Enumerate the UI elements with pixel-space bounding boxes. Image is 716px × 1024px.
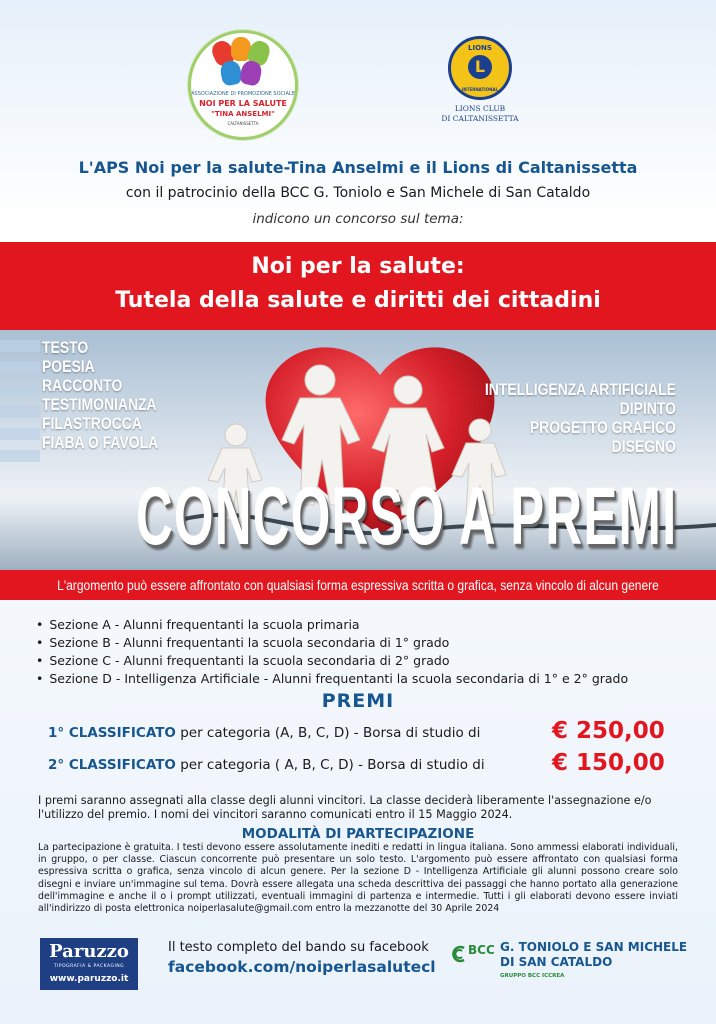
paruzzo-name: Paruzzo [49,941,129,962]
aps-subname: "TINA ANSELMI" [211,110,275,118]
aps-caption: ASSOCIAZIONE DI PROMOZIONE SOCIALE [191,91,295,97]
hero-image [0,330,716,570]
categories-right [443,380,676,456]
theme-title: Noi per la salute: [251,254,465,279]
facebook-link[interactable]: facebook.com/noiperlasalutecl [168,958,436,976]
lions-emblem-top: LIONS [468,44,492,52]
category-label: FILASTROCCA [42,414,142,433]
list-item: • Sezione B - Alunni frequentanti la scuola secondaria di 1° grado [36,634,628,652]
category-label: DIPINTO [619,399,676,418]
prizes-title: PREMI [321,690,395,712]
intro-title: L'APS Noi per la salute-Tina Anselmi e il Lions di Caltanissetta [78,158,638,177]
bcc-group: GRUPPO BCC ICCREA [500,973,565,979]
category-label: TESTIMONIANZA [42,395,157,414]
category-label: DISEGNO [611,437,676,456]
second-prize-rank: 2° CLASSIFICATO [48,757,176,773]
first-prize-amount: € 250,00 [552,718,665,744]
second-prize-text: per categoria ( A, B, C, D) - Borsa di studio di [180,757,485,773]
intro-theme-lead: indicono un concorso sul tema: [252,211,464,227]
hand-icon [219,59,243,86]
assignment-text: I premi saranno assegnati alla classe degli alunni vincitori. La classe deciderà liberamente l'assegnazione e/o l'utilizzo del premio. I nomi dei vincitori saranno comunicati entro il 15 Maggio 2024. [38,794,652,821]
participation-text: La partecipazione è gratuita. I testi devono essere assolutamente inediti e redatti in lingua italiana. Sono ammessi elaborati individuali, in gruppo, o per classe. Ciascun concorrente può presentare un solo testo. L'argomento può essere affrontato con qualsiasi forma espressiva scritta o grafica, senza vincolo di alcun genere. Per la sezione D - Intelligenza Artificiale gli alunni possono creare solo disegni e inviare un'immagine sul tema. Dovrà essere allegata una scheda descrittiva dei passaggi che hanno portato alla generazione dell'immagine e anche il o i prompt utilizzati, eventuali immagini di partenza e intermedie. Tutti i gli elaborati devono essere inviati all'indirizzo di posta elettronica noiperlasalute@gmail.com entro la mezzanotte del 30 Aprile 2024 [38,842,678,915]
category-label: RACCONTO [42,376,123,395]
aps-logo [188,30,298,140]
subheadline: L'argomento può essere affrontato con qualsiasi forma espressiva scritta o grafica, senza vincolo di alcun genere [57,577,659,593]
list-item: • Sezione D - Intelligenza Artificiale - Alunni frequentanti la scuola secondaria di 1° e 2° grado [36,670,628,688]
theme-banner [0,242,716,330]
category-label: POESIA [42,357,95,376]
bcc-name-line2: DI SAN CATALDO [500,955,613,969]
first-prize [48,725,480,741]
lions-emblem-bottom: INTERNATIONAL [461,87,499,92]
intro-patronage: con il patrocinio della BCC G. Toniolo e San Michele di San Cataldo [125,185,591,201]
contest-headline: CONCORSO A PREMI [136,471,678,562]
sections-list [36,616,628,688]
list-item: • Sezione A - Alunni frequentanti la scuola primaria [36,616,628,634]
second-prize-amount: € 150,00 [552,750,665,776]
categories-left [42,338,184,452]
paruzzo-website: www.paruzzo.it [49,974,129,984]
bcc-label: BCC [468,943,495,957]
bcc-name-line1: G. TONIOLO E SAN MICHELE [500,940,688,954]
category-label: PROGETTO GRAFICO [529,418,676,437]
category-label: FIABA O FAVOLA [42,433,159,452]
paruzzo-subtitle: TIPOGRAFIA & PACKAGING [53,964,125,969]
facebook-caption: Il testo completo del bando su facebook [168,940,429,955]
second-prize [48,757,485,773]
category-label: INTELLIGENZA ARTIFICIALE [484,380,676,399]
participation-title: MODALITÀ DI PARTECIPAZIONE [241,826,475,842]
lions-club-line1: LIONS CLUB [454,104,506,113]
category-label: TESTO [42,338,89,357]
lions-emblem [448,36,512,100]
first-prize-rank: 1° CLASSIFICATO [48,725,176,741]
aps-city: CALTANISSETTA [227,121,259,126]
lions-club-name [430,104,530,124]
list-item: • Sezione C - Alunni frequentanti la scuola secondaria di 2° grado [36,652,628,670]
aps-name: NOI PER LA SALUTE [199,99,287,108]
bcc-logo-icon [452,945,466,963]
subheadline-bar [0,570,716,600]
lions-letter-icon: L [468,55,492,79]
theme-subtitle: Tutela della salute e diritti dei cittadini [115,288,601,313]
lions-club-line2: DI CALTANISSETTA [441,114,519,123]
paruzzo-logo [40,938,138,990]
first-prize-text: per categoria (A, B, C, D) - Borsa di studio di [180,725,481,741]
